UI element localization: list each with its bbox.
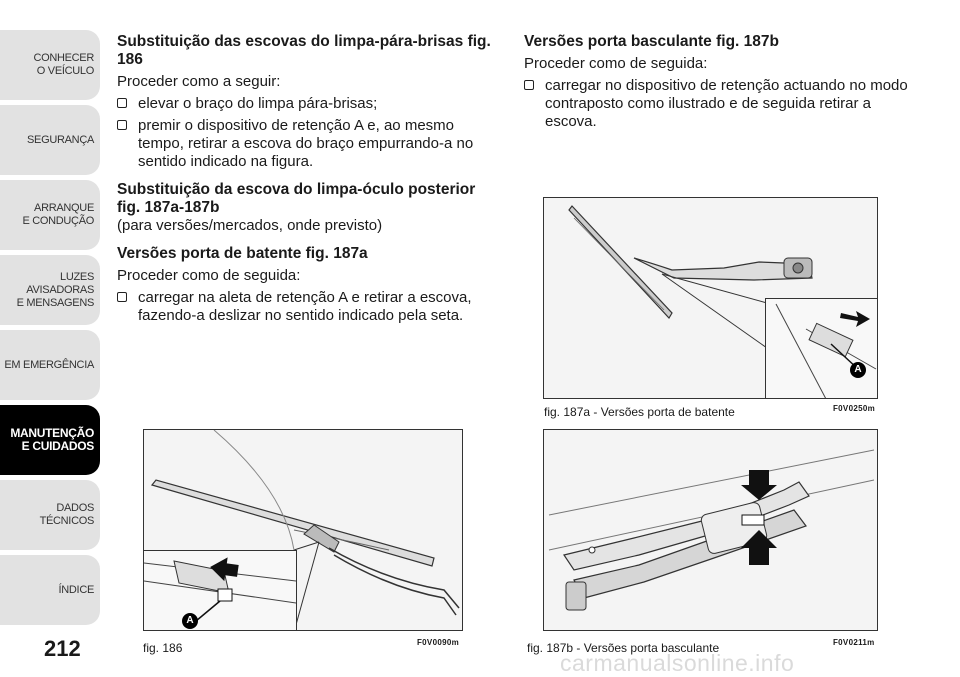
left-column: [117, 33, 502, 325]
intro-text: Proceder como de seguida:: [117, 267, 301, 284]
tab-label: MANUTENÇÃO: [10, 426, 94, 440]
arrow-icon: [840, 311, 870, 327]
tab-label: E CONDUÇÃO: [22, 215, 94, 227]
tab-label: E MENSAGENS: [16, 296, 94, 309]
list-item-text: carregar no dispositivo de retenção actuando no modo contraposto como ilustrado e de seguida retirar a escova.: [545, 77, 908, 130]
tab-label: SEGURANÇA: [27, 133, 94, 146]
tab-arranque-e-conducao[interactable]: [0, 180, 100, 250]
list-item: [117, 289, 502, 325]
figure-187b-caption: fig. 187b - Versões porta basculante: [527, 641, 720, 655]
list-item: [524, 77, 909, 131]
tab-label: ARRANQUE: [34, 202, 94, 214]
tab-em-emergencia[interactable]: [0, 330, 100, 400]
page-number: 212: [44, 636, 81, 661]
figure-187a: [543, 197, 878, 399]
list-item-text: premir o dispositivo de retenção A e, ao mesmo tempo, retirar a escova do braço empurrando-a no sentido indicado na figura.: [138, 117, 474, 170]
label-a: A: [186, 615, 194, 626]
checkbox-bullet-icon: [117, 292, 127, 302]
detail-inset: [765, 298, 878, 399]
label-a-marker: [850, 362, 866, 378]
tab-luzes-avisadoras[interactable]: [0, 255, 100, 325]
label-a: A: [854, 364, 862, 375]
list-item: [117, 95, 502, 113]
label-a-marker: [182, 613, 198, 629]
tab-dados-tecnicos[interactable]: [0, 480, 100, 550]
figure-186-caption: fig. 186: [143, 641, 183, 655]
tab-seguranca[interactable]: [0, 105, 100, 175]
heading-tailgate: Versões porta basculante fig. 187b: [524, 33, 779, 50]
figure-187a-code: F0V0250m: [833, 404, 875, 413]
checkbox-bullet-icon: [524, 80, 534, 90]
tab-label: DADOS TÉCNICOS: [39, 502, 94, 527]
tab-label: LUZES AVISADORAS: [26, 270, 94, 296]
list-item-text: carregar na aleta de retenção A e retirar a escova, fazendo-a deslizar no sentido indicado pela seta.: [138, 289, 472, 324]
figure-186: [143, 429, 463, 631]
tab-label: EM EMERGÊNCIA: [4, 358, 94, 371]
note-text: (para versões/mercados, onde previsto): [117, 217, 383, 234]
heading-wiper-blade-replacement: Substituição das escovas do limpa-pára-brisas fig. 186: [117, 33, 491, 68]
figure-186-code: F0V0090m: [417, 638, 459, 647]
tab-manutencao-e-cuidados[interactable]: [0, 405, 100, 475]
list-item-text: elevar o braço do limpa pára-brisas;: [138, 95, 378, 112]
tab-label: E CUIDADOS: [21, 439, 94, 453]
checkbox-bullet-icon: [117, 120, 127, 130]
figure-187b: [543, 429, 878, 631]
heading-rear-wiper: Substituição da escova do limpa-óculo posterior fig. 187a-187b: [117, 181, 476, 216]
right-column: [524, 33, 909, 131]
checkbox-bullet-icon: [117, 98, 127, 108]
tab-label: CONHECER: [33, 52, 94, 64]
figure-187b-code: F0V0211m: [833, 638, 875, 647]
detail-inset: [143, 550, 297, 631]
heading-hinged-door: Versões porta de batente fig. 187a: [117, 245, 368, 262]
list-item: [117, 117, 502, 171]
wiper-arm-illustration: [544, 430, 878, 631]
tab-conhecer-o-veiculo[interactable]: [0, 30, 100, 100]
intro-text: Proceder como a seguir:: [117, 73, 281, 90]
figure-187a-caption: fig. 187a - Versões porta de batente: [544, 405, 735, 419]
watermark: carmanualsonline.info: [560, 650, 795, 676]
tab-label: ÍNDICE: [58, 583, 94, 596]
tab-indice[interactable]: [0, 555, 100, 625]
intro-text: Proceder como de seguida:: [524, 55, 708, 72]
tab-label: O VEÍCULO: [36, 65, 94, 77]
